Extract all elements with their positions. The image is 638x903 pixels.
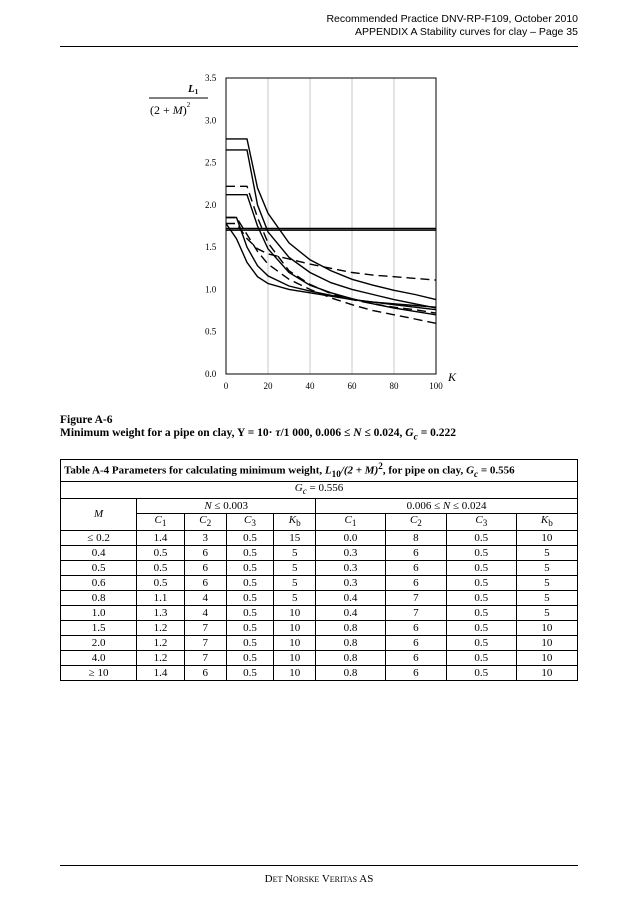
- table-cell: 6: [385, 561, 446, 576]
- y-tick-label: 1.5: [205, 242, 217, 253]
- y-label-den-var: M: [172, 103, 183, 117]
- caption-tau: τ: [275, 427, 281, 439]
- table-cell: 0.8: [61, 591, 137, 606]
- table-row: [61, 561, 578, 576]
- table-cell: 0.5: [446, 591, 516, 606]
- table-cell: 6: [385, 636, 446, 651]
- table-cell: 0.5: [61, 561, 137, 576]
- page-footer: Det Norske Veritas AS: [264, 873, 374, 885]
- table-cell: 0.5: [446, 621, 516, 636]
- table-cell: 0.3: [316, 561, 386, 576]
- footer-rule: [60, 865, 578, 866]
- x-tick-label: 60: [347, 381, 357, 391]
- table-cell: 1.4: [137, 666, 185, 681]
- group1-n: N: [204, 499, 212, 512]
- x-tick-label: 20: [263, 381, 273, 391]
- header-line-2: APPENDIX A Stability curves for clay – Page 35: [355, 26, 578, 38]
- caption-part: /1 000, 0.006 ≤: [280, 427, 354, 439]
- table-cell: 7: [184, 651, 226, 666]
- group-header-1: [137, 499, 316, 514]
- table-cell: 0.5: [446, 546, 516, 561]
- table-cell: 1.5: [61, 621, 137, 636]
- table-row: [61, 651, 578, 666]
- table-cell: 0.5: [446, 651, 516, 666]
- title-sup: 2: [378, 461, 383, 471]
- table-cell: 0.5: [137, 561, 185, 576]
- y-tick-labels: [205, 73, 217, 379]
- column-header: $C_3$: [446, 514, 516, 531]
- table-cell: 10: [274, 606, 316, 621]
- gc-row: [61, 481, 578, 498]
- table-cell: 6: [184, 546, 226, 561]
- table-row: [61, 576, 578, 591]
- x-tick-label: 80: [389, 381, 399, 391]
- column-header: $C_3$: [226, 514, 274, 531]
- table-cell: 0.5: [226, 546, 274, 561]
- table-cell: 5: [274, 561, 316, 576]
- table-cell: 1.2: [137, 636, 185, 651]
- table-cell: 6: [184, 561, 226, 576]
- table-cell: 5: [516, 606, 577, 621]
- table-cell: 0.5: [446, 606, 516, 621]
- svg-text:(2 + M)2: [150, 101, 191, 117]
- table-cell: 6: [385, 666, 446, 681]
- group2-post: ≤ 0.024: [450, 499, 487, 512]
- caption-part: = 0.222: [417, 427, 457, 439]
- table-cell: 5: [516, 576, 577, 591]
- table-cell: 1.2: [137, 621, 185, 636]
- m-header: M: [61, 499, 137, 531]
- caption-part: ≤ 0.024,: [361, 427, 406, 439]
- table-cell: 0.8: [316, 636, 386, 651]
- y-label-den-pre: (2 +: [150, 103, 173, 117]
- column-header: $C_2$: [385, 514, 446, 531]
- title-l: L: [324, 464, 332, 477]
- group2-pre: 0.006 ≤: [406, 499, 443, 512]
- y-tick-label: 3.0: [205, 115, 217, 126]
- x-tick-labels: [224, 381, 444, 391]
- table-cell: 1.1: [137, 591, 185, 606]
- column-header: $C_1$: [316, 514, 386, 531]
- table-cell: 6: [184, 666, 226, 681]
- table-cell: 5: [274, 591, 316, 606]
- parameter-table-wrap: [60, 459, 578, 681]
- chart-grid: [268, 78, 394, 374]
- table-cell: 0.0: [316, 531, 386, 546]
- y-label-den-sup: 2: [186, 101, 191, 109]
- table-title: [61, 460, 578, 482]
- y-tick-label: 3.5: [205, 73, 217, 83]
- table-cell: 0.5: [226, 576, 274, 591]
- y-tick-label: 2.0: [205, 199, 217, 210]
- table-cell: 10: [516, 531, 577, 546]
- title-part: Table A-4 Parameters for calculating minimum weight,: [64, 464, 325, 477]
- table-cell: 0.5: [446, 531, 516, 546]
- y-tick-label: 2.5: [205, 157, 217, 168]
- column-header: $C_2$: [184, 514, 226, 531]
- table-row: [61, 531, 578, 546]
- y-axis-label: [149, 83, 208, 117]
- table-cell: 10: [274, 666, 316, 681]
- table-cell: 0.5: [226, 561, 274, 576]
- table-cell: 4: [184, 606, 226, 621]
- table-cell: 1.2: [137, 651, 185, 666]
- title-part: = 0.556: [478, 464, 515, 477]
- y-label-numerator-sub: 1: [194, 88, 199, 96]
- table-cell: 0.3: [316, 546, 386, 561]
- table-cell: 0.4: [61, 546, 137, 561]
- table-cell: 0.5: [226, 606, 274, 621]
- table-cell: 0.5: [226, 591, 274, 606]
- y-label-numerator: L: [188, 83, 195, 95]
- table-cell: 6: [385, 576, 446, 591]
- x-tick-label: 100: [429, 381, 443, 391]
- figure-label: Figure A-6: [60, 414, 113, 426]
- table-cell: 7: [385, 591, 446, 606]
- title-g: G: [466, 464, 475, 477]
- table-cell: 10: [516, 621, 577, 636]
- table-cell: 10: [516, 666, 577, 681]
- table-cell: 0.3: [316, 576, 386, 591]
- svg-text:L1: [187, 83, 199, 96]
- table-cell: 0.5: [137, 546, 185, 561]
- table-cell: 4: [184, 591, 226, 606]
- y-tick-label: 1.0: [205, 284, 217, 295]
- column-header: $C_1$: [137, 514, 185, 531]
- table-cell: 15: [274, 531, 316, 546]
- table-cell: 2.0: [61, 636, 137, 651]
- caption-g: G: [405, 427, 414, 439]
- table-cell: 0.5: [446, 561, 516, 576]
- figure-description: [60, 427, 456, 443]
- table-cell: 0.5: [446, 576, 516, 591]
- stability-chart: [0, 0, 638, 410]
- table-cell: 0.5: [226, 531, 274, 546]
- group1-post: ≤ 0.003: [211, 499, 248, 512]
- table-cell: 10: [274, 621, 316, 636]
- table-cell: 7: [184, 621, 226, 636]
- table-row: [61, 621, 578, 636]
- table-row: [61, 666, 578, 681]
- table-cell: 0.5: [226, 651, 274, 666]
- table-cell: 0.5: [446, 636, 516, 651]
- x-tick-label: 0: [223, 381, 229, 391]
- table-cell: 6: [385, 651, 446, 666]
- y-tick-label: 0.0: [205, 369, 217, 379]
- table-cell: 5: [516, 561, 577, 576]
- group2-n: N: [442, 499, 451, 512]
- table-row: [61, 546, 578, 561]
- title-part: /(2 + M): [340, 464, 379, 477]
- table-cell: 0.8: [316, 666, 386, 681]
- table-cell: 0.8: [316, 651, 386, 666]
- table-cell: ≤ 0.2: [61, 531, 137, 546]
- table-cell: 0.4: [316, 606, 386, 621]
- table-cell: 5: [274, 546, 316, 561]
- table-cell: 5: [274, 576, 316, 591]
- table-cell: 0.5: [137, 576, 185, 591]
- caption-n: N: [353, 427, 362, 439]
- x-tick-label: 40: [305, 381, 315, 391]
- table-cell: 0.5: [226, 621, 274, 636]
- table-row: [61, 636, 578, 651]
- table-cell: 5: [516, 591, 577, 606]
- table-cell: 0.4: [316, 591, 386, 606]
- table-cell: 0.5: [226, 636, 274, 651]
- table-cell: ≥ 10: [61, 666, 137, 681]
- table-cell: 1.0: [61, 606, 137, 621]
- y-tick-label: 0.5: [205, 326, 217, 337]
- table-cell: 10: [274, 651, 316, 666]
- series-line: [226, 139, 436, 300]
- table-cell: 10: [516, 651, 577, 666]
- table-cell: 6: [184, 576, 226, 591]
- table-cell: 0.5: [226, 666, 274, 681]
- gc-value: = 0.556: [306, 481, 344, 494]
- caption-part: Minimum weight for a pipe on clay, Y = 10·: [60, 427, 276, 439]
- figure-caption: [60, 414, 456, 443]
- y-label-den-post: ): [182, 103, 187, 117]
- table-cell: 0.5: [446, 666, 516, 681]
- column-header: $K_b$: [516, 514, 577, 531]
- table-cell: 3: [184, 531, 226, 546]
- table-cell: 6: [385, 546, 446, 561]
- table-row: [61, 591, 578, 606]
- group-header-2: [316, 499, 578, 514]
- table-cell: 0.8: [316, 621, 386, 636]
- gc-g: G: [294, 481, 303, 494]
- title-part: , for pipe on clay,: [382, 464, 467, 477]
- table-cell: 7: [184, 636, 226, 651]
- table-cell: 10: [516, 636, 577, 651]
- table-cell: 8: [385, 531, 446, 546]
- column-header-row: [61, 514, 578, 531]
- table-cell: 7: [385, 606, 446, 621]
- parameter-table: [60, 459, 578, 681]
- title-g-sub: c: [474, 468, 479, 479]
- table-cell: 5: [516, 546, 577, 561]
- chart-series: [226, 139, 436, 323]
- column-header: $K_b$: [274, 514, 316, 531]
- table-cell: 4.0: [61, 651, 137, 666]
- gc-sub: c: [302, 486, 307, 497]
- table-cell: 0.6: [61, 576, 137, 591]
- table-cell: 1.4: [137, 531, 185, 546]
- caption-g-sub: c: [413, 431, 418, 443]
- table-cell: 6: [385, 621, 446, 636]
- table-cell: 1.3: [137, 606, 185, 621]
- table-cell: 10: [274, 636, 316, 651]
- header-line-1: Recommended Practice DNV-RP-F109, October 2010: [326, 13, 578, 25]
- x-axis-label: K: [448, 370, 457, 384]
- title-l-sub: 10: [331, 468, 341, 479]
- table-row: [61, 606, 578, 621]
